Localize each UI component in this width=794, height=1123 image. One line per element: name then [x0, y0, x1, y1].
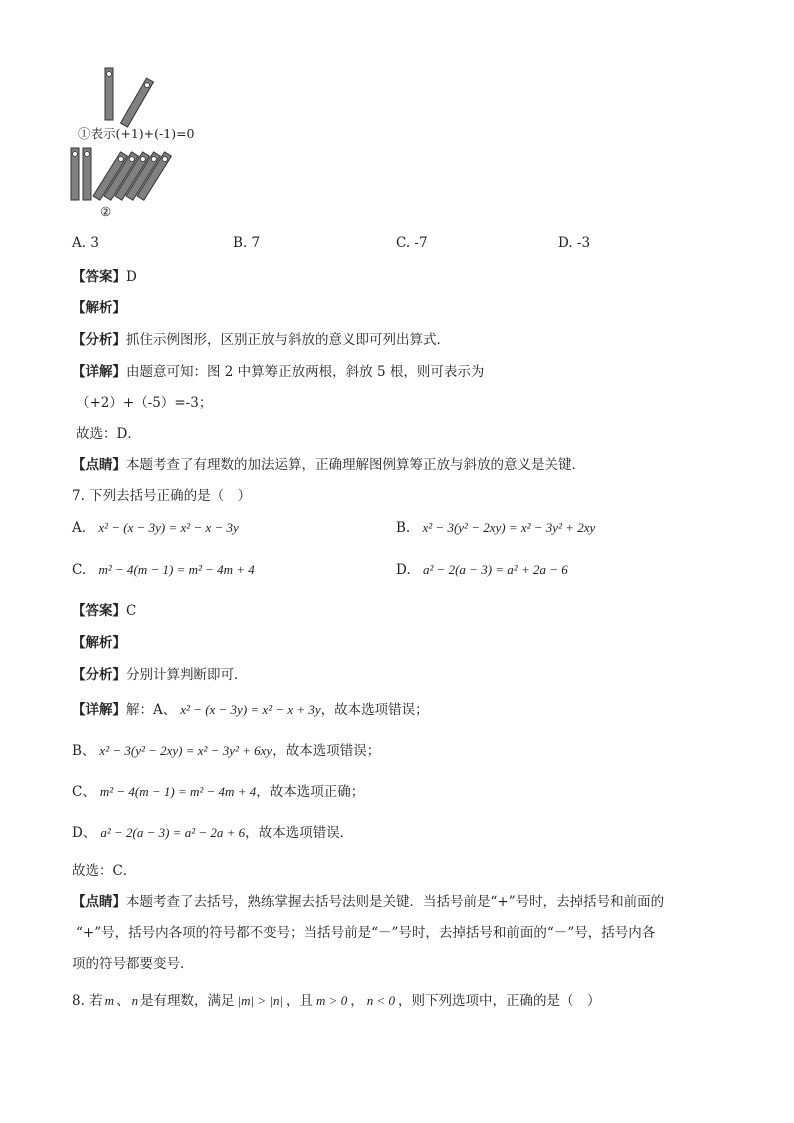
q6-xiangjie-line [72, 360, 484, 380]
cond-n: n < 0 [366, 993, 395, 1008]
q6-choose: 故选：D． [76, 426, 141, 442]
detail-suffix: ，故本选项正确； [256, 784, 365, 800]
dianjing-text: 本题考查了去括号，熟练掌握去括号法则是关键．当括号前是“+”号时，去掉括号和前面的 [126, 894, 665, 910]
detail-prefix: C、 [72, 784, 96, 800]
q7-answer-line [72, 599, 136, 619]
option-formula: m² − 4(m − 1) = m² − 4m + 4 [98, 562, 255, 577]
figure-caption-2: ② [100, 204, 112, 219]
q7-dianjing-line-1 [72, 890, 664, 910]
detail-suffix: ，故本选项错误． [245, 825, 354, 841]
option-letter: C. [72, 562, 87, 578]
q7-analysis-tag: 【解析】 [72, 635, 126, 651]
stem-mid-2: ，且 [286, 993, 314, 1009]
answer-value: C [126, 603, 137, 619]
q6-expression: （+2）+（-5）=-3； [76, 395, 213, 411]
q6-option-d: D. -3 [558, 235, 591, 251]
detail-prefix: D、 [72, 825, 97, 841]
upright-rod [83, 148, 91, 200]
detail-prefix: B、 [72, 743, 96, 759]
cond-m: m > 0 [316, 993, 348, 1008]
counting-rods-svg [68, 62, 198, 224]
q7-detail-c [72, 780, 364, 800]
dianjing-tag: 【点睛】 [72, 457, 126, 473]
q7-fenxi-line [72, 663, 248, 683]
q7-stem: 7. 下列去括号正确的是（ ） [72, 488, 252, 504]
dianjing-tag: 【点睛】 [72, 894, 126, 910]
q6-analysis-tag: 【解析】 [72, 300, 126, 316]
detail-formula: x² − (x − 3y) = x² − x + 3y [180, 702, 321, 717]
stem-mid-1: 是有理数，满足 [140, 993, 235, 1009]
q6-dianjing-line [72, 453, 585, 473]
option-formula: x² − (x − 3y) = x² − x − 3y [98, 520, 239, 535]
q7-dianjing-line-2: “+”号，括号内各项的符号都不变号；当括号前是“－”号时，去掉括号和前面的“－”号，括号内各 [76, 925, 656, 941]
stem-end: ，则下列选项中，正确的是（ ） [397, 993, 601, 1009]
stem-sep: 、 [116, 993, 130, 1009]
q7-dianjing-line-3: 项的符号都要变号． [72, 956, 194, 972]
q7-detail-a [72, 698, 429, 718]
stem-prefix: 8. 若 [72, 993, 103, 1009]
detail-formula: a² − 2(a − 3) = a² − 2a + 6 [100, 825, 246, 840]
detail-formula: m² − 4(m − 1) = m² − 4m + 4 [99, 784, 257, 799]
q7-option-b [396, 520, 595, 536]
counting-rods-figure [68, 62, 198, 224]
option-letter: A. [72, 520, 87, 536]
xiangjie-tag: 【详解】 [72, 702, 126, 718]
q7-choose: 故选：C． [72, 863, 137, 879]
detail-formula: x² − 3(y² − 2xy) = x² − 3y² + 6xy [99, 743, 273, 758]
var-n: n [131, 993, 139, 1008]
q6-fenxi-line [72, 328, 450, 348]
q6-option-a: A. 3 [72, 235, 99, 251]
q7-detail-d [72, 821, 353, 841]
abs-condition: |m| > |n| [237, 993, 284, 1008]
detail-suffix: ，故本选项错误； [320, 702, 429, 718]
q6-option-c: C. -7 [396, 235, 428, 251]
answer-tag: 【答案】 [72, 269, 126, 285]
q8-stem [72, 989, 600, 1009]
dianjing-text: 本题考查了有理数的加法运算，正确理解图例算筹正放与斜放的意义是关键． [126, 457, 585, 473]
var-m: m [104, 993, 115, 1008]
option-formula: x² − 3(y² − 2xy) = x² − 3y² + 2xy [422, 520, 596, 535]
q6-answer-line [72, 265, 137, 285]
detail-suffix: ，故本选项错误； [272, 743, 381, 759]
xiangjie-text: 由题意可知：图 2 中算筹正放两根，斜放 5 根，则可表示为 [126, 364, 485, 380]
upright-rod [105, 68, 113, 120]
q7-option-a [72, 520, 239, 536]
fenxi-text: 分别计算判断即可． [126, 667, 248, 683]
q7-option-c [72, 562, 255, 578]
answer-value: D [126, 269, 137, 285]
q7-option-d [396, 562, 568, 578]
option-letter: B. [396, 520, 411, 536]
q7-detail-b [72, 739, 380, 759]
answer-tag: 【答案】 [72, 603, 126, 619]
detail-prefix: 解：A、 [126, 702, 177, 718]
option-formula: a² − 2(a − 3) = a² + 2a − 6 [422, 562, 568, 577]
slanted-rod [121, 78, 154, 127]
stem-comma: ， [350, 993, 364, 1009]
q6-option-b: B. 7 [233, 235, 261, 251]
figure-caption-1: ①表示(+1)+(-1)=0 [78, 126, 195, 141]
upright-rod [71, 148, 79, 200]
option-letter: D. [396, 562, 411, 578]
xiangjie-tag: 【详解】 [72, 364, 126, 380]
fenxi-text: 抓住示例图形，区别正放与斜放的意义即可列出算式． [126, 332, 450, 348]
fenxi-tag: 【分析】 [72, 332, 126, 348]
fenxi-tag: 【分析】 [72, 667, 126, 683]
